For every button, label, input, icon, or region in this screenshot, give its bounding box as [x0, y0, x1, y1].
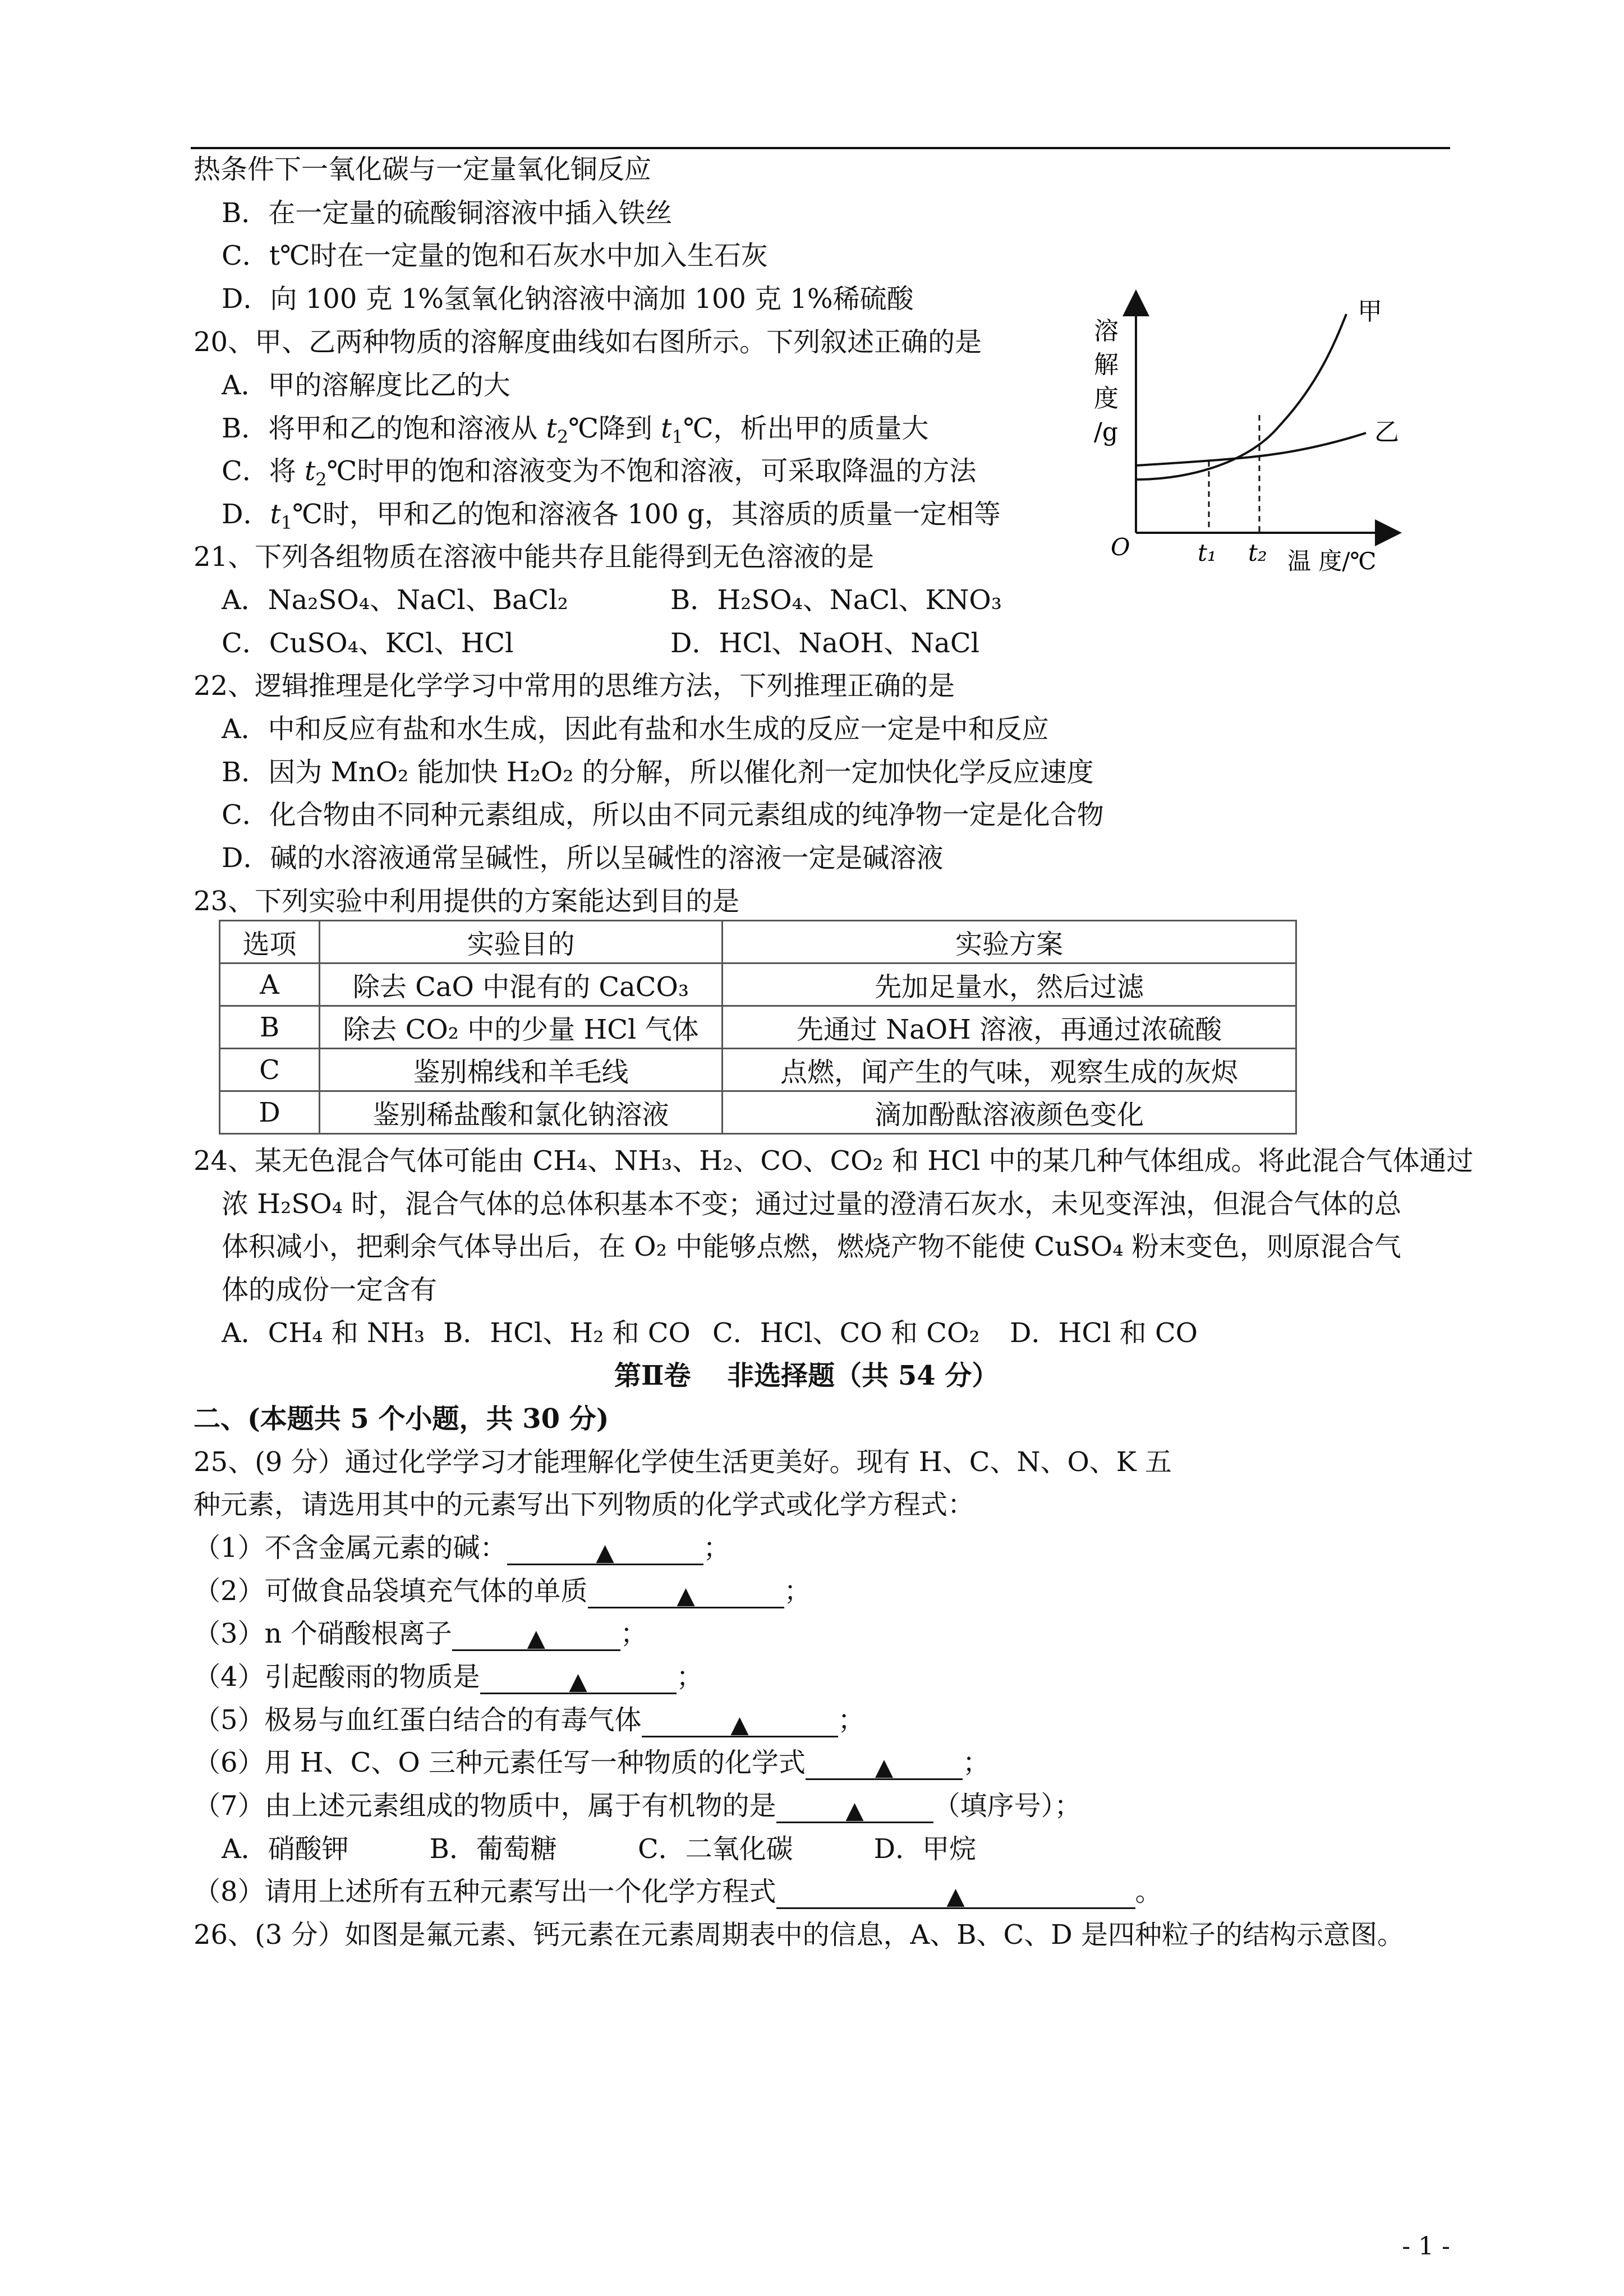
table-cell: A	[220, 963, 320, 1006]
ylabel-3: 度	[1094, 384, 1119, 413]
answer-blank[interactable]	[642, 1707, 838, 1737]
question-24-cont: 体积减小，把剩余气体导出后，在 O₂ 中能够点燃，燃烧产物不能使 CuSO₄ 粉末变色，则原混合气	[222, 1231, 1401, 1262]
option-22d: D．碱的水溶液通常呈碱性，所以呈碱性的溶液一定是碱溶液	[222, 842, 944, 874]
part-2-heading: 第Ⅱ卷 非选择题（共 54 分）	[614, 1360, 999, 1391]
answer-blank[interactable]	[480, 1663, 677, 1694]
subquestion-25-5	[194, 1703, 865, 1737]
prompt: （5）极易与血红蛋白结合的有毒气体	[194, 1704, 642, 1736]
question-24-cont: 浓 H₂SO₄ 时，混合气体的总体积基本不变；通过过量的澄清石灰水，未见变浑浊，但混合气体的总	[222, 1188, 1402, 1220]
prompt: （6）用 H、C、O 三种元素任写一种物质的化学式	[194, 1747, 806, 1778]
punct: ；	[784, 1575, 811, 1607]
question-26: 26、(3 分）如图是氟元素、钙元素在元素周期表中的信息，A、B、C、D 是四种粒子的结构示意图。	[194, 1919, 1405, 1951]
prompt: （2）可做食品袋填充气体的单质	[194, 1575, 588, 1607]
answer-blank[interactable]	[588, 1578, 784, 1608]
curve-yi-label: 乙	[1374, 418, 1399, 446]
triangle-icon: ▲	[569, 1667, 587, 1695]
table-cell: C	[220, 1049, 320, 1091]
text-seg: ℃降到	[568, 413, 661, 444]
option-22b: B．因为 MnO₂ 能加快 H₂O₂ 的分解，所以催化剂一定加快化学反应速度	[222, 757, 1094, 788]
subquestion-25-7-options: A．硝酸钾 B．葡萄糖 C．二氧化碳 D．甲烷	[222, 1833, 977, 1865]
option-24d: D．HCl 和 CO	[1010, 1317, 1198, 1349]
question-20: 20、甲、乙两种物质的溶解度曲线如右图所示。下列叙述正确的是	[194, 326, 982, 358]
var-t: t	[305, 455, 316, 487]
table-cell: 先加足量水，然后过滤	[723, 963, 1296, 1006]
t2-label: t₂	[1248, 539, 1267, 566]
subquestion-25-8	[194, 1875, 1162, 1909]
ylabel-1: 溶	[1094, 317, 1119, 345]
table-row	[220, 1049, 1296, 1091]
t1-label: t₁	[1198, 539, 1217, 566]
answer-blank[interactable]	[452, 1620, 620, 1651]
option-21b: B．H₂SO₄、NaCl、KNO₃	[670, 584, 1002, 616]
question-24-cont: 体的成份一定含有	[222, 1274, 438, 1306]
solubility-graph	[1083, 286, 1442, 600]
text-line: 热条件下一氧化碳与一定量氧化铜反应	[194, 154, 652, 185]
triangle-icon: ▲	[527, 1624, 545, 1652]
ylabel-2: 解	[1094, 351, 1119, 379]
triangle-icon: ▲	[875, 1753, 894, 1781]
option-22c: C．化合物由不同种元素组成，所以由不同元素组成的纯净物一定是化合物	[222, 799, 1104, 831]
table-header: 选项	[220, 921, 320, 963]
answer-blank[interactable]	[507, 1534, 703, 1565]
option-20a: A．甲的溶解度比乙的大	[222, 370, 510, 401]
table-cell: 除去 CaO 中混有的 CaCO₃	[320, 963, 723, 1006]
option-24a: A．CH₄ 和 NH₃	[222, 1317, 425, 1349]
subquestion-25-6	[194, 1746, 990, 1780]
table-cell: 点燃，闻产生的气味，观察生成的灰烬	[723, 1049, 1296, 1091]
answer-blank[interactable]	[806, 1749, 963, 1780]
question-24: 24、某无色混合气体可能由 CH₄、NH₃、H₂、CO、CO₂ 和 HCl 中的某几种气体组成。将此混合气体通过	[194, 1145, 1474, 1177]
option-20d	[222, 497, 1001, 531]
table-cell: B	[220, 1006, 320, 1049]
text-seg: D．	[222, 499, 270, 530]
table-cell: D	[220, 1091, 320, 1134]
answer-blank[interactable]	[776, 1792, 933, 1823]
table-cell: 先通过 NaOH 溶液，再通过浓硫酸	[723, 1006, 1296, 1049]
prompt: （4）引起酸雨的物质是	[194, 1661, 480, 1693]
answer-blank[interactable]	[776, 1878, 1135, 1909]
subquestion-25-7	[194, 1789, 1082, 1823]
subscript: 1	[280, 512, 293, 533]
option-20b	[222, 412, 929, 448]
prompt: （8）请用上述所有五种元素写出一个化学方程式	[194, 1876, 776, 1907]
option-21d: D．HCl、NaOH、NaCl	[670, 628, 979, 659]
question-22: 22、逻辑推理是化学学习中常用的思维方法，下列推理正确的是	[194, 670, 955, 702]
var-t: t	[661, 413, 672, 444]
option-24b: B．HCl、H₂ 和 CO	[443, 1317, 691, 1349]
question-21: 21、下列各组物质在溶液中能共存且能得到无色溶液的是	[194, 541, 875, 573]
var-t: t	[546, 413, 557, 444]
origin-label: O	[1111, 533, 1130, 561]
option-19c: C．t℃时在一定量的饱和石灰水中加入生石灰	[222, 240, 768, 271]
subscript: 1	[671, 426, 683, 448]
question-23: 23、下列实验中利用提供的方案能达到目的是	[194, 886, 740, 917]
table-cell: 鉴别棉线和羊毛线	[320, 1049, 723, 1091]
subquestion-25-2	[194, 1574, 811, 1608]
subquestion-25-1	[194, 1531, 730, 1565]
text-seg: ℃时，甲和乙的饱和溶液各 100 g，其溶质的质量一定相等	[292, 499, 1001, 530]
triangle-icon: ▲	[677, 1582, 695, 1609]
triangle-icon: ▲	[596, 1538, 614, 1566]
curve-jia-label: 甲	[1358, 297, 1382, 326]
text-seg: ℃时甲的饱和溶液变为不饱和溶液，可采取降温的方法	[326, 455, 977, 487]
option-24c: C．HCl、CO 和 CO₂	[712, 1317, 980, 1349]
option-19d: D．向 100 克 1%氢氧化钠溶液中滴加 100 克 1%稀硫酸	[222, 283, 914, 315]
subscript: 2	[315, 469, 327, 490]
option-21c: C．CuSO₄、KCl、HCl	[222, 628, 514, 659]
table-row	[220, 1091, 1296, 1134]
xlabel: 温 度/℃	[1287, 547, 1377, 575]
punct: ；	[703, 1532, 730, 1564]
table-cell: 除去 CO₂ 中的少量 HCl 气体	[320, 1006, 723, 1049]
var-t: t	[270, 499, 281, 530]
triangle-icon: ▲	[845, 1796, 864, 1824]
punct: ；	[963, 1747, 990, 1778]
table-header: 实验方案	[723, 921, 1296, 963]
header-rule	[191, 147, 1450, 149]
punct: ；	[838, 1704, 865, 1736]
curve-jia	[1136, 314, 1346, 480]
option-19b: B．在一定量的硫酸铜溶液中插入铁丝	[222, 197, 673, 229]
subquestion-25-4	[194, 1660, 703, 1694]
punct: 。	[1135, 1876, 1162, 1907]
text-seg: ℃，析出甲的质量大	[683, 413, 929, 444]
subquestion-25-3	[194, 1617, 647, 1651]
prompt: （1）不含金属元素的碱：	[194, 1532, 507, 1564]
table-header: 实验目的	[320, 921, 723, 963]
punct: ；	[620, 1618, 647, 1649]
option-22a: A．中和反应有盐和水生成，因此有盐和水生成的反应一定是中和反应	[222, 713, 1049, 745]
experiment-table	[219, 920, 1297, 1135]
section-2-heading: 二、(本题共 5 个小题，共 30 分)	[194, 1403, 609, 1435]
text-seg: B．将甲和乙的饱和溶液从	[222, 413, 546, 444]
table-cell: 鉴别稀盐酸和氯化钠溶液	[320, 1091, 723, 1134]
question-25: 25、(9 分）通过化学学习才能理解化学使生活更美好。现有 H、C、N、O、K 五	[194, 1446, 1172, 1478]
page-number: - 1 -	[1402, 2232, 1450, 2261]
punct: （填序号）；	[933, 1790, 1082, 1822]
option-20c	[222, 454, 976, 488]
table-header-row	[220, 921, 1296, 963]
triangle-icon: ▲	[946, 1882, 965, 1910]
text-seg: C．将	[222, 455, 305, 487]
prompt: （3）n 个硝酸根离子	[194, 1618, 452, 1649]
option-21a: A．Na₂SO₄、NaCl、BaCl₂	[222, 584, 568, 616]
prompt: （7）由上述元素组成的物质中，属于有机物的是	[194, 1790, 776, 1822]
table-cell: 滴加酚酞溶液颜色变化	[723, 1091, 1296, 1134]
question-25-cont: 种元素，请选用其中的元素写出下列物质的化学式或化学方程式：	[194, 1489, 975, 1520]
subscript: 2	[556, 426, 569, 448]
table-row	[220, 963, 1296, 1006]
triangle-icon: ▲	[730, 1711, 749, 1738]
ylabel-4: /g	[1094, 418, 1118, 446]
punct: ；	[676, 1661, 703, 1693]
table-row	[220, 1006, 1296, 1049]
